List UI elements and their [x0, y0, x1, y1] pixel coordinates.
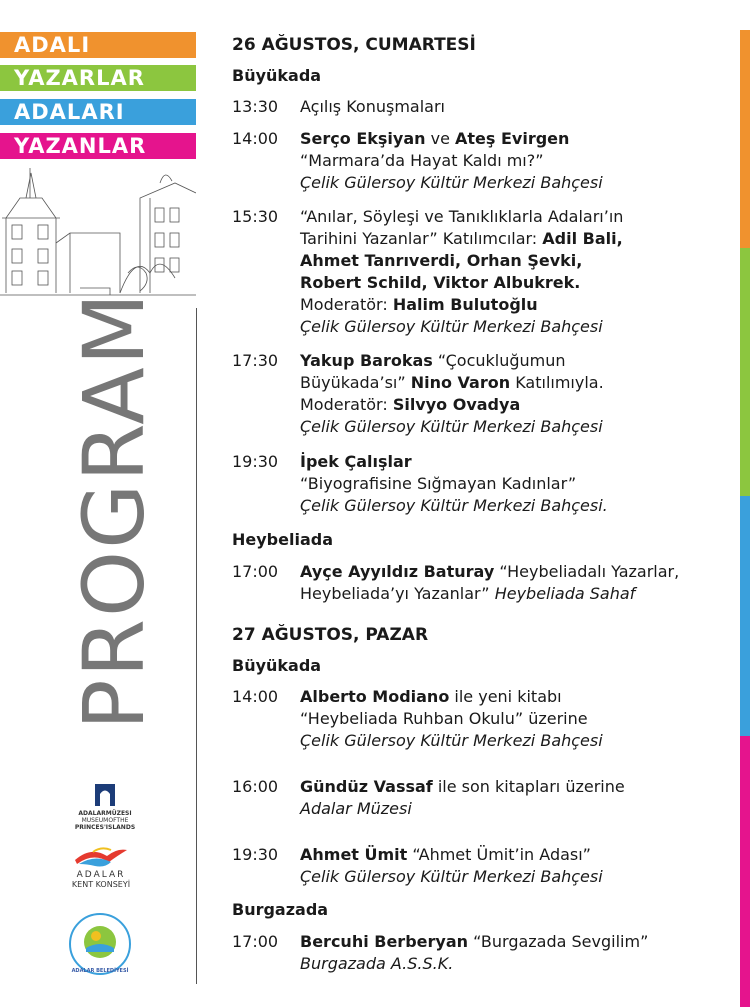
- event-text: ile son kitapları üzerine: [432, 777, 625, 796]
- adalar-belediyesi-logo: [68, 912, 132, 976]
- event-person-name: Ayçe Ayyıldız Baturay: [300, 562, 495, 581]
- belediye-emblem-icon: [68, 912, 132, 976]
- event-description: [300, 128, 736, 194]
- kent-konseyi-logo: [56, 842, 146, 889]
- event-person-name: Bercuhi Berberyan: [300, 932, 469, 951]
- event-time: 19:30: [232, 452, 279, 471]
- event-time: 15:30: [232, 207, 279, 226]
- event-text: “Heybeliada Ruhban Okulu” üzerine: [300, 709, 588, 728]
- event-person-name: Gündüz Vassaf: [300, 777, 433, 796]
- stripe-green: [740, 248, 750, 496]
- day-title: 27 AĞUSTOS, PAZAR: [232, 625, 429, 645]
- vertical-divider: [196, 308, 197, 984]
- belediye-logo-text: ADALAR BELEDİYESİ: [71, 968, 129, 974]
- event-time: 16:00: [232, 777, 279, 796]
- event-text: Moderatör:: [300, 395, 393, 414]
- kent-konseyi-line2: KENT KONSEYİ: [71, 880, 131, 889]
- museum-logo: [60, 782, 150, 831]
- event-text: “Biyografisine Sığmayan Kadınlar”: [300, 474, 577, 493]
- event-description: [300, 451, 736, 517]
- venue-title: Burgazada: [232, 900, 329, 919]
- venue-title: Heybeliada: [232, 530, 333, 549]
- event-description: [300, 561, 736, 605]
- event-person-name: Ahmet Ümit: [300, 845, 408, 864]
- event-text: ile yeni kitabı: [449, 687, 562, 706]
- stripe-orange: [740, 30, 750, 248]
- event-person-name: Ateş Evirgen: [455, 129, 570, 148]
- kent-konseyi-line1: ADALAR: [76, 870, 126, 880]
- event-text: Büyükada’sı”: [300, 373, 411, 392]
- event-description: [300, 931, 736, 975]
- event-description: [300, 844, 736, 888]
- event-location: Çelik Gülersoy Kültür Merkezi Bahçesi: [300, 317, 603, 336]
- venue-title: Büyükada: [232, 656, 322, 675]
- building-sketch-illustration: [0, 163, 196, 303]
- event-text: “Marmara’da Hayat Kaldı mı?”: [300, 151, 544, 170]
- event-location: Burgazada A.S.S.K.: [300, 954, 454, 973]
- stripe-magenta: [740, 736, 750, 1007]
- event-time: 19:30: [232, 845, 279, 864]
- event-description: [300, 350, 736, 438]
- event-description: [300, 96, 736, 118]
- event-text: Açılış Konuşmaları: [300, 97, 445, 116]
- event-text: Tarihini Yazanlar” Katılımcılar:: [300, 229, 543, 248]
- header-band-yazarlar: YAZARLAR: [0, 65, 196, 91]
- day-title: 26 AĞUSTOS, CUMARTESİ: [232, 35, 476, 55]
- event-person-name: Nino Varon: [410, 373, 511, 392]
- event-text: Heybeliada’yı Yazanlar”: [300, 584, 495, 603]
- event-text: Moderatör:: [300, 295, 393, 314]
- event-location: Heybeliada Sahaf: [494, 584, 636, 603]
- stripe-blue: [740, 496, 750, 736]
- event-location: Çelik Gülersoy Kültür Merkezi Bahçesi.: [300, 496, 608, 515]
- museum-arch-icon: [93, 782, 117, 808]
- event-description: [300, 206, 736, 338]
- event-time: 17:00: [232, 932, 279, 951]
- event-person-name: Alberto Modiano: [300, 687, 450, 706]
- museum-logo-line1: ADALARMÜZESI: [78, 810, 132, 817]
- event-text: “Anılar, Söyleşi ve Tanıklıklarla Adaları’ın: [300, 207, 624, 226]
- event-person-name: Robert Schild, Viktor Albukrek.: [300, 273, 581, 292]
- event-text: Katılımıyla.: [510, 373, 604, 392]
- event-text: ve: [425, 129, 455, 148]
- event-time: 17:30: [232, 351, 279, 370]
- event-person-name: Serço Ekşiyan: [300, 129, 426, 148]
- venue-title: Büyükada: [232, 66, 322, 85]
- event-description: [300, 686, 736, 752]
- event-person-name: Silvyo Ovadya: [392, 395, 521, 414]
- event-description: [300, 776, 736, 820]
- museum-logo-line2: MUSEUMOFTHE: [81, 817, 129, 824]
- event-person-name: İpek Çalışlar: [300, 452, 412, 471]
- event-location: Çelik Gülersoy Kültür Merkezi Bahçesi: [300, 867, 603, 886]
- event-text: “Heybeliadalı Yazarlar,: [494, 562, 680, 581]
- event-person-name: Halim Bulutoğlu: [392, 295, 538, 314]
- event-time: 17:00: [232, 562, 279, 581]
- event-location: Çelik Gülersoy Kültür Merkezi Bahçesi: [300, 731, 603, 750]
- event-location: Çelik Gülersoy Kültür Merkezi Bahçesi: [300, 417, 603, 436]
- event-text: “Çocukluğumun: [432, 351, 566, 370]
- header-band-yazanlar: YAZANLAR: [0, 133, 196, 159]
- header-band-adalari: ADALARI: [0, 99, 196, 125]
- museum-logo-line3: PRINCES'ISLANDS: [74, 824, 136, 831]
- event-person-name: Adil Bali,: [542, 229, 623, 248]
- header-band-adali: ADALI: [0, 32, 196, 58]
- event-time: 13:30: [232, 97, 279, 116]
- event-text: “Burgazada Sevgilim”: [468, 932, 649, 951]
- event-location: Adalar Müzesi: [300, 799, 412, 818]
- event-time: 14:00: [232, 687, 279, 706]
- event-text: “Ahmet Ümit’in Adası”: [407, 845, 591, 864]
- event-time: 14:00: [232, 129, 279, 148]
- event-person-name: Ahmet Tanrıverdi, Orhan Şevki,: [300, 251, 583, 270]
- program-vertical-title: PROGRAM: [65, 290, 163, 730]
- kent-konseyi-wave-icon: [71, 842, 131, 870]
- event-location: Çelik Gülersoy Kültür Merkezi Bahçesi: [300, 173, 603, 192]
- event-person-name: Yakup Barokas: [300, 351, 433, 370]
